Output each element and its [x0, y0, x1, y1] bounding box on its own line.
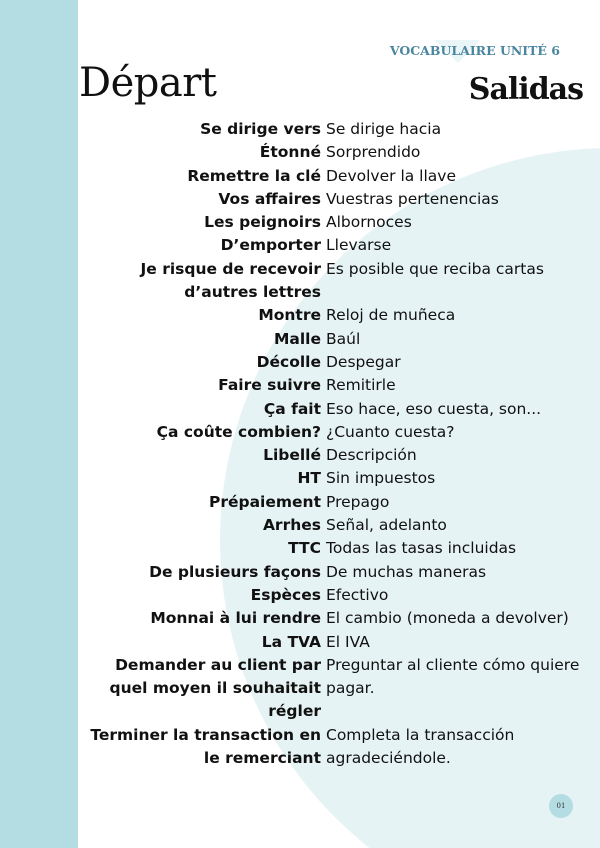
french-term: Ça fait	[263, 399, 321, 418]
spanish-translation: Señal, adelanto	[326, 516, 447, 535]
vocab-row	[80, 421, 595, 444]
french-term: Je risque de recevoir d’autres lettres	[140, 259, 321, 302]
spanish-translation: Es posible que reciba cartas	[326, 259, 544, 278]
french-term: D’emporter	[220, 236, 321, 255]
french-term: Faire suivre	[218, 376, 321, 395]
french-term: TTC	[288, 539, 321, 558]
vocab-row	[80, 258, 595, 305]
vocab-row	[80, 467, 595, 490]
spanish-translation: El cambio (moneda a devolver)	[326, 609, 569, 628]
spanish-translation: Se dirige hacia	[326, 120, 442, 138]
spanish-translation: Efectivo	[326, 585, 389, 604]
french-term: Arrhes	[262, 516, 321, 535]
spanish-translation: De muchas maneras	[326, 562, 487, 581]
vocab-row	[80, 491, 595, 514]
vocab-row	[80, 188, 595, 211]
spanish-translation: Eso hace, eso cuesta, son...	[326, 399, 542, 418]
vocab-row	[80, 374, 595, 397]
french-term: Vos affaires	[218, 189, 321, 208]
spanish-translation: Sin impuestos	[326, 469, 436, 488]
vocab-row	[80, 561, 595, 584]
vocab-row	[80, 234, 595, 257]
french-term: Espèces	[250, 585, 321, 604]
french-term: Demander au client par quel moyen il souhaitait régler	[109, 655, 321, 721]
french-term: Terminer la transaction en le remerciant	[90, 725, 321, 768]
spanish-translation: Todas las tasas incluidas	[326, 539, 517, 558]
page-title-spanish: Salidas	[468, 72, 583, 107]
french-term: Prépaiement	[208, 492, 321, 511]
french-term: Libellé	[263, 446, 321, 465]
spanish-translation: Sorprendido	[326, 143, 421, 162]
vocab-row	[80, 211, 595, 234]
vocab-row	[80, 351, 595, 374]
vocab-row	[80, 514, 595, 537]
spanish-translation: Devolver la llave	[326, 166, 456, 185]
vocab-row	[80, 724, 595, 771]
vocab-row	[80, 304, 595, 327]
unit-label: VOCABULAIRE UNITÉ 6	[389, 43, 560, 58]
french-term: Monnai à lui rendre	[150, 609, 321, 628]
vocabulary-list	[80, 118, 595, 770]
french-term: Étonné	[259, 143, 321, 162]
vocab-row	[80, 631, 595, 654]
vocab-row	[80, 118, 595, 141]
french-term: HT	[297, 469, 321, 488]
french-term: Ça coûte combien?	[156, 422, 321, 441]
spanish-translation: Descripción	[326, 446, 417, 465]
spanish-translation: Vuestras pertenencias	[326, 189, 499, 208]
french-term: Remettre la clé	[187, 166, 321, 185]
vocab-row	[80, 537, 595, 560]
vocab-row	[80, 607, 595, 630]
spanish-translation: Llevarse	[326, 236, 392, 255]
spanish-translation: Remitirle	[326, 376, 396, 395]
french-term: Décolle	[256, 352, 321, 371]
french-term: Les peignoirs	[204, 213, 321, 232]
vocab-row	[80, 584, 595, 607]
french-term: Se dirige vers	[200, 120, 321, 138]
spanish-translation: Preguntar al cliente cómo quiere pagar.	[326, 655, 580, 698]
spanish-translation: Completa la transacción agradeciéndole.	[326, 725, 515, 768]
spanish-translation: El IVA	[326, 632, 370, 651]
vocab-row	[80, 141, 595, 164]
french-term: Malle	[273, 329, 321, 348]
french-term: La TVA	[261, 632, 321, 651]
page-title-french: Départ	[79, 60, 217, 106]
vocab-row	[80, 165, 595, 188]
french-term: Montre	[258, 306, 321, 325]
spanish-translation: ¿Cuanto cuesta?	[326, 422, 455, 441]
spanish-translation: Albornoces	[326, 213, 412, 232]
page-number: 01	[549, 794, 573, 818]
french-term: De plusieurs façons	[149, 562, 321, 581]
spanish-translation: Prepago	[326, 492, 390, 511]
vocab-row	[80, 328, 595, 351]
spanish-translation: Despegar	[326, 352, 401, 371]
spanish-translation: Reloj de muñeca	[326, 306, 456, 325]
vocab-row	[80, 444, 595, 467]
vocab-row	[80, 398, 595, 421]
vocab-row	[80, 654, 595, 724]
spanish-translation: Baúl	[326, 329, 361, 348]
